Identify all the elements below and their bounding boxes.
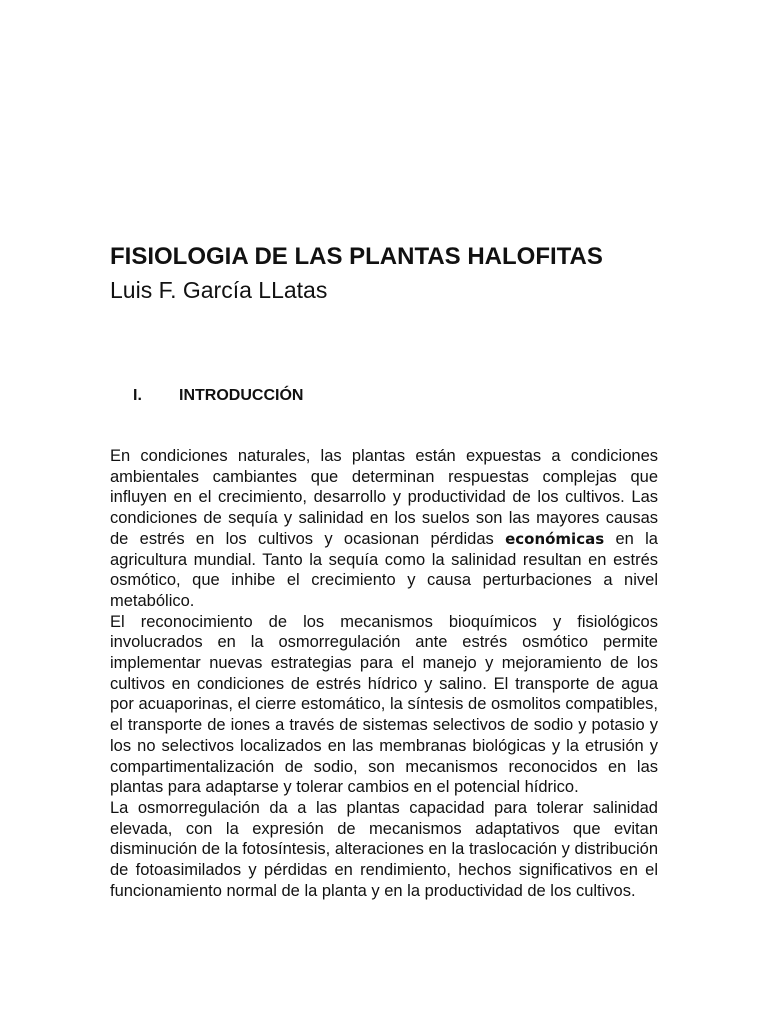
paragraph-2: El reconocimiento de los mecanismos bioquímicos y fisiológicos involucrados en la osmorregulación ante estrés osmótico permite implementar nuevas estrategias para el manejo y mejoramiento de los cultivos en condiciones de estrés hídrico y salino. El transporte de agua por acuaporinas, el cierre estomático, la síntesis de osmolitos compatibles, el transporte de iones a través de sistemas selectivos de sodio y potasio y los no selectivos localizados en las membranas biológicas y la etrusión y compartimentalización de sodio, son mecanismos reconocidos en las plantas para adaptarse y tolerar cambios en el potencial hídrico. bbox=[110, 612, 658, 797]
document-author: Luis F. García LLatas bbox=[110, 277, 328, 303]
paragraph-1-text-end: en la agricultura mundial. Tanto la sequía como la salinidad resultan en estrés osmótico, que inhibe el crecimiento y causa perturbaciones a nivel metabólico. bbox=[110, 529, 658, 610]
paragraph-1-text-start: En condiciones naturales, las plantas están expuestas a condiciones ambientales cambiantes que determinan respuestas complejas que influyen en el crecimiento, desarrollo y productividad de los cultivos. Las condiciones de sequía y salinidad en los suelos son las mayores causas de estrés en los cultivos y ocasionan pérdidas bbox=[110, 447, 658, 548]
paragraph-3: La osmorregulación da a las plantas capacidad para tolerar salinidad elevada, con la expresión de mecanismos adaptativos que evitan disminución de la fotosíntesis, alteraciones en la traslocación y distribución de fotoasimilados y pérdidas en rendimiento, hechos significativos en el funcionamiento normal de la planta y en la productividad de los cultivos. bbox=[110, 798, 658, 900]
section-number: I. bbox=[133, 387, 142, 404]
section-title: INTRODUCCIÓN bbox=[179, 387, 304, 404]
paragraph-1 bbox=[110, 446, 658, 612]
paragraph-1-emphasis: económicas bbox=[505, 529, 605, 548]
body-text bbox=[110, 446, 658, 901]
section-heading bbox=[133, 386, 303, 406]
document-title: FISIOLOGIA DE LAS PLANTAS HALOFITAS bbox=[110, 243, 603, 270]
